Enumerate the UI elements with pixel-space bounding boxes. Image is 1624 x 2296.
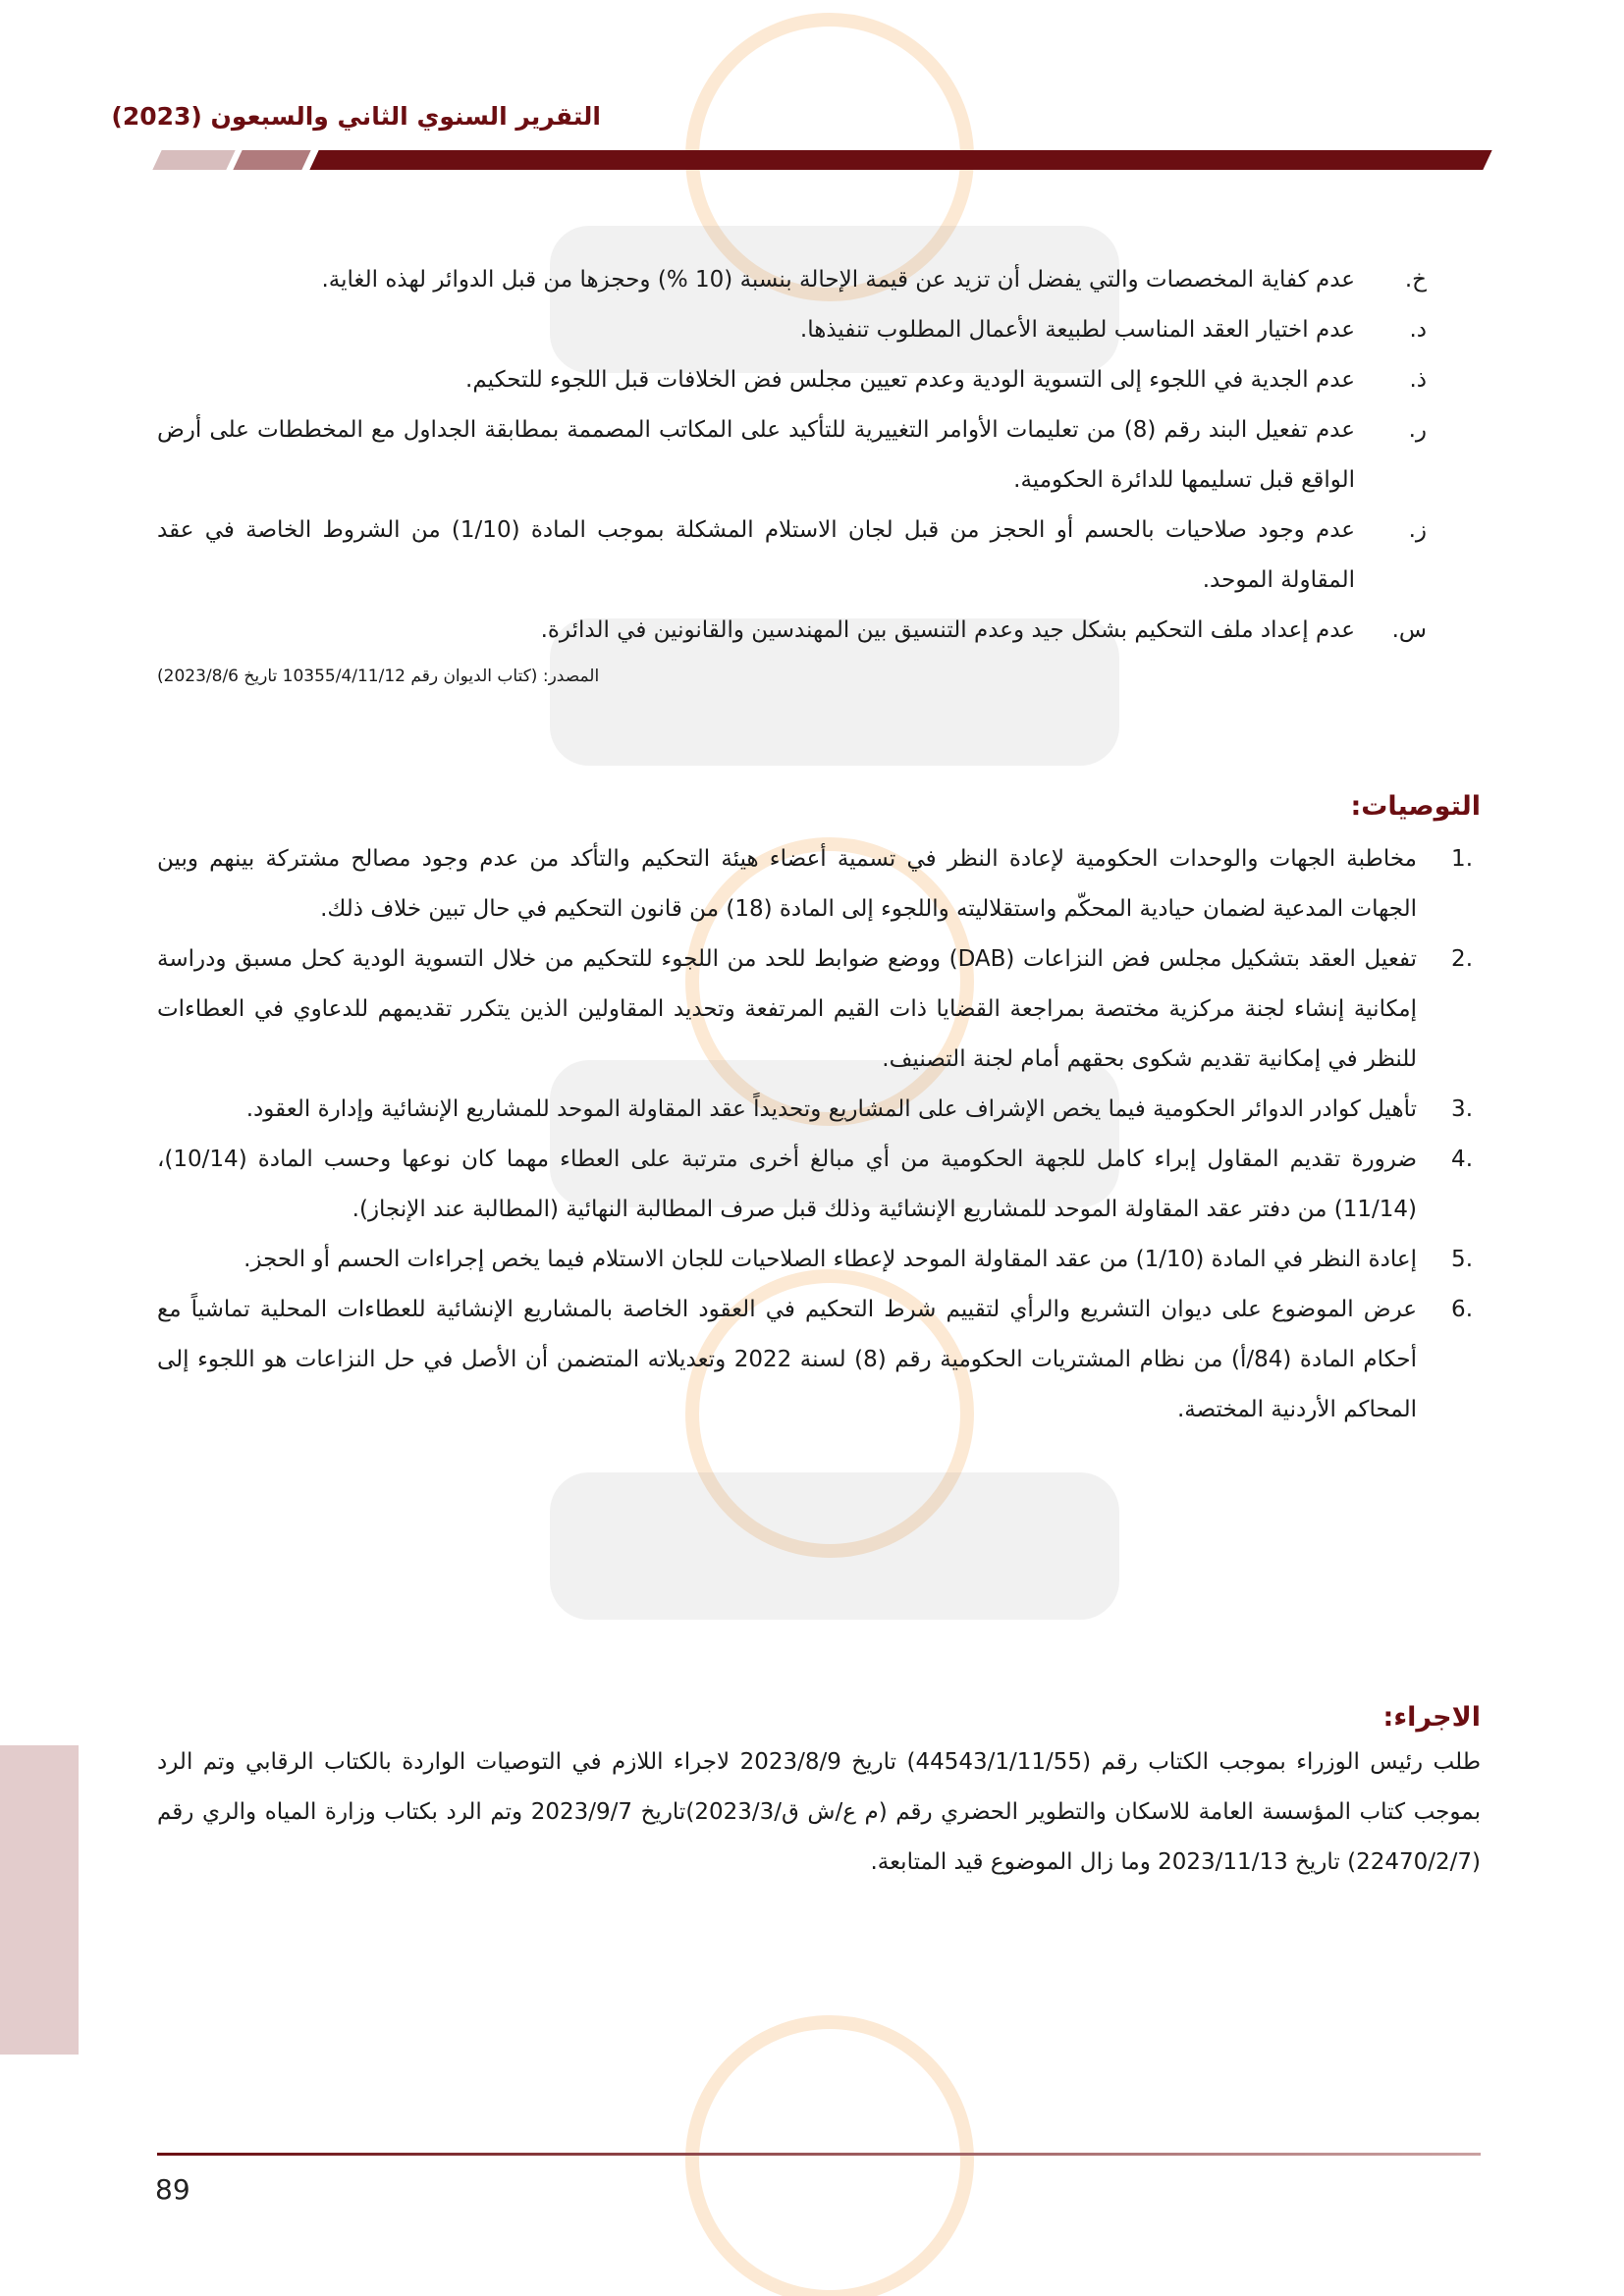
list-marker: .4 bbox=[1451, 1147, 1473, 1172]
list-item bbox=[157, 305, 1481, 355]
list-marker: ر. bbox=[1408, 417, 1427, 443]
list-marker: ذ. bbox=[1409, 367, 1427, 393]
action-section bbox=[157, 1698, 1481, 1888]
list-item bbox=[157, 934, 1481, 1085]
list-text: عدم تفعيل البند رقم (8) من تعليمات الأوامر التغييرية للتأكيد على المكاتب المصممة بمطابقة الجداول مع المخططات على أرض الواقع قبل تسليمها للدائرة الحكومية. bbox=[157, 417, 1355, 493]
list-text: إعادة النظر في المادة (1/10) من عقد المقاولة الموحد لإعطاء الصلاحيات للجان الاستلام فيما يخص إجراءات الحسم أو الحجز. bbox=[244, 1247, 1417, 1272]
list-item bbox=[157, 405, 1481, 506]
list-item bbox=[157, 1135, 1481, 1235]
header-bar bbox=[157, 150, 1481, 170]
list-text: عدم كفاية المخصصات والتي يفضل أن تزيد عن قيمة الإحالة بنسبة (10 %) وحجزها من قبل الدوائر لهذه الغاية. bbox=[321, 267, 1355, 293]
list-marker: ز. bbox=[1408, 517, 1427, 543]
list-text: عدم وجود صلاحيات بالحسم أو الحجز من قبل لجان الاستلام المشكلة بموجب المادة (1/10) من الشروط الخاصة في عقد المقاولة الموحد. bbox=[157, 517, 1356, 593]
action-text: طلب رئيس الوزراء بموجب الكتاب رقم (44543/1/11/55) تاريخ 2023/8/9 لاجراء اللازم في التوصيات الواردة بالكتاب الرقابي وتم الرد بموجب كتاب المؤسسة العامة للاسكان والتطوير الحضري رقم (م ع/ش ق/2023/3)تاريخ 2023/9/7 وتم الرد بكتاب وزارة المياه والري رقم (22470/2/7) تاريخ 2023/11/13 وما زال الموضوع قيد المتابعة. bbox=[157, 1749, 1482, 1875]
report-title: التقرير السنوي الثاني والسبعون (2023) bbox=[111, 102, 601, 131]
list-item bbox=[157, 255, 1481, 305]
recommendations-section bbox=[157, 787, 1481, 1435]
list-marker: .3 bbox=[1451, 1096, 1473, 1122]
list-item bbox=[157, 506, 1481, 606]
list-text: عدم اختيار العقد المناسب لطبيعة الأعمال المطلوب تنفيذها. bbox=[799, 317, 1355, 343]
side-tab bbox=[0, 1745, 79, 2055]
list-item bbox=[157, 355, 1481, 405]
list-text: عدم إعداد ملف التحكيم بشكل جيد وعدم التنسيق بين المهندسين والقانونين في الدائرة. bbox=[540, 617, 1355, 643]
findings-list bbox=[157, 255, 1481, 656]
list-text: تأهيل كوادر الدوائر الحكومية فيما يخص الإشراف على المشاريع وتحديداً عقد المقاولة الموحد للمشاريع الإنشائية وإدارة العقود. bbox=[245, 1096, 1417, 1122]
recommendations-list bbox=[157, 834, 1481, 1435]
list-text: عدم الجدية في اللجوء إلى التسوية الودية وعدم تعيين مجلس فض الخلافات قبل اللجوء للتحكيم. bbox=[465, 367, 1355, 393]
source-note: المصدر: (كتاب الديوان رقم 10355/4/11/12 تاريخ 2023/8/6) bbox=[157, 667, 600, 686]
list-item bbox=[157, 1235, 1481, 1285]
list-item bbox=[157, 834, 1481, 934]
footer-divider bbox=[157, 2153, 1481, 2156]
list-marker: د. bbox=[1409, 317, 1427, 343]
findings-section bbox=[157, 255, 1481, 691]
list-marker: .5 bbox=[1451, 1247, 1473, 1272]
page-number: 89 bbox=[155, 2173, 190, 2206]
list-marker: .1 bbox=[1451, 846, 1473, 872]
list-marker: خ. bbox=[1404, 267, 1427, 293]
action-heading: الاجراء: bbox=[1382, 1702, 1481, 1733]
list-item bbox=[157, 1085, 1481, 1135]
list-text: عرض الموضوع على ديوان التشريع والرأي لتقييم شرط التحكيم في العقود الخاصة بالمشاريع الإنشائية للعطاءات المحلية تماشياً مع أحكام المادة (84/أ) من نظام المشتريات الحكومية رقم (8) لسنة 2022 وتعديلاته المتضمن أن الأصل في حل النزاعات هو اللجوء إلى المحاكم الأردنية المختصة. bbox=[157, 1297, 1417, 1422]
recommendations-heading: التوصيات: bbox=[1350, 791, 1481, 822]
list-text: مخاطبة الجهات والوحدات الحكومية لإعادة النظر في تسمية أعضاء هيئة التحكيم والتأكد من عدم وجود مصالح مشتركة بينهم وبين الجهات المدعية لضمان حيادية المحكّم واستقلاليته واللجوء إلى المادة (18) من قانون التحكيم في حال تبين خلاف ذلك. bbox=[157, 846, 1417, 922]
list-text: تفعيل العقد بتشكيل مجلس فض النزاعات (DAB) ووضع ضوابط للحد من اللجوء للتحكيم من خلال التسوية الودية كحل مسبق ودراسة إمكانية إنشاء لجنة مركزية مختصة بمراجعة القضايا ذات القيم المرتفعة وتحديد المقاولين الذين يتكرر تقديمهم للدعاوي في العطاءات للنظر في إمكانية تقديم شكوى بحقهم أمام لجنة التصنيف. bbox=[157, 946, 1417, 1072]
list-text: ضرورة تقديم المقاول إبراء كامل للجهة الحكومية من أي مبالغ أخرى مترتبة على العطاء مهما كان نوعها وحسب المادة (10/14)، (11/14) من دفتر عقد المقاولة الموحد للمشاريع الإنشائية وذلك قبل صرف المطالبة النهائية (المطالبة عند الإنجاز). bbox=[157, 1147, 1417, 1222]
list-marker: س. bbox=[1391, 617, 1427, 643]
list-item bbox=[157, 1285, 1481, 1435]
list-marker: .2 bbox=[1451, 946, 1473, 972]
list-marker: .6 bbox=[1451, 1297, 1473, 1322]
list-item bbox=[157, 606, 1481, 656]
